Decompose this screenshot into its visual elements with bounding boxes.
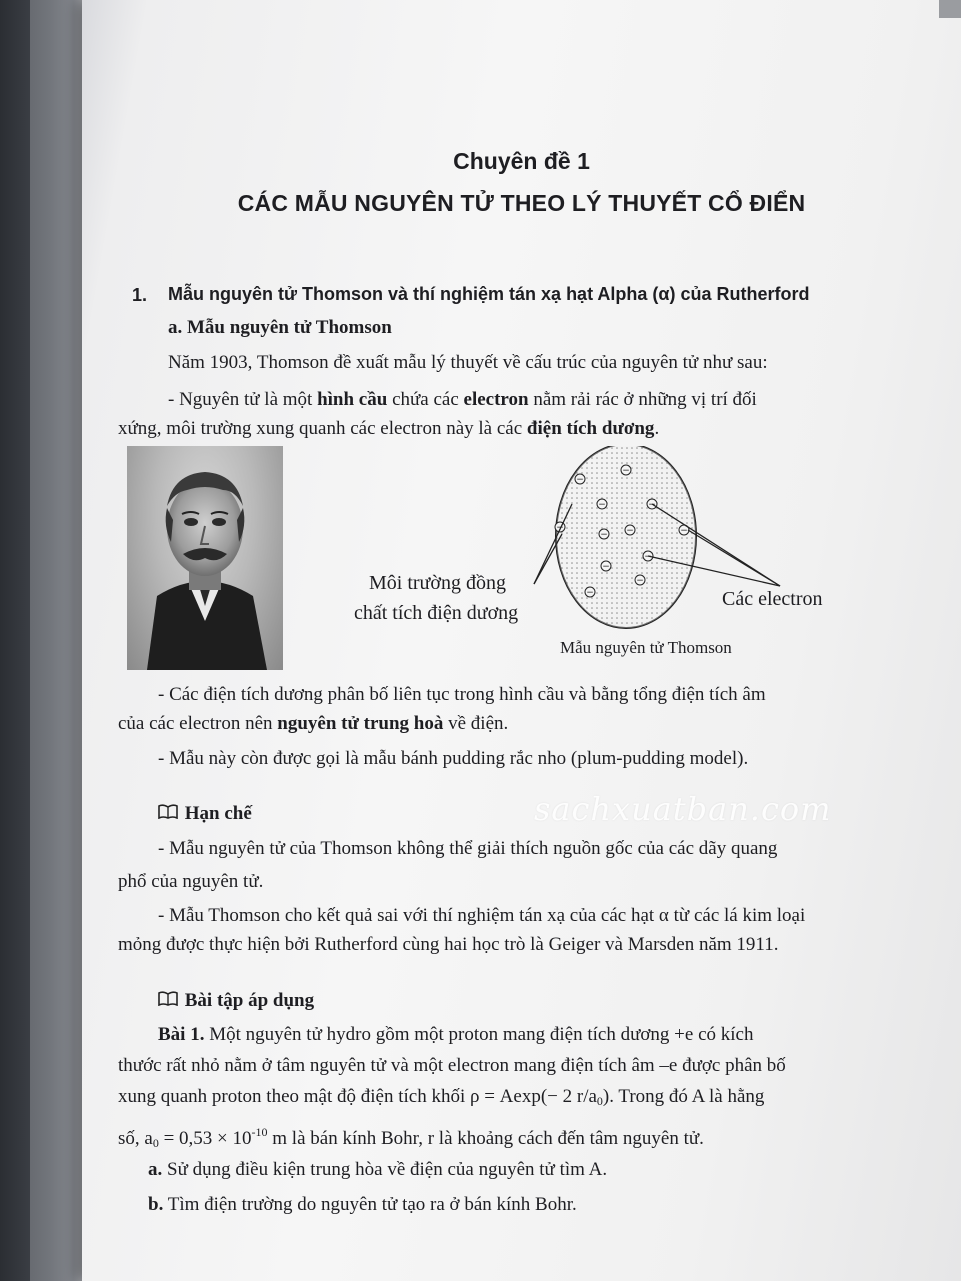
limitation-2-line-1: - Mẫu Thomson cho kết quả sai với thí nghiệm tán xạ của các hạt α từ các lá kim loại xyxy=(158,905,806,926)
open-book-icon xyxy=(158,985,180,1015)
section-number: 1. xyxy=(132,285,148,305)
text-run: xung quanh proton theo mật độ điện tích khối ρ = Aexp(− 2 r/a xyxy=(118,1086,597,1107)
bold-run: nguyên tử trung hoà xyxy=(277,713,444,734)
limitation-1-line-1: - Mẫu nguyên tử của Thomson không thể giải thích nguồn gốc của các dãy quang xyxy=(158,838,778,859)
svg-text:−: − xyxy=(648,500,656,510)
label-positive-medium-line-2: chất tích điện dương xyxy=(354,602,519,624)
label-electrons: Các electron xyxy=(722,588,823,610)
question-label: b. xyxy=(148,1194,164,1215)
bullet-1-line-1 xyxy=(168,385,878,415)
svg-text:−: − xyxy=(626,526,634,536)
electron-icon xyxy=(635,575,645,586)
superscript: -10 xyxy=(251,1125,268,1139)
electron-icon xyxy=(625,525,635,536)
text-run: của các electron nên xyxy=(118,713,278,734)
svg-text:−: − xyxy=(636,576,644,586)
watermark: sachxuatban.com xyxy=(534,790,832,828)
text-run: chứa các xyxy=(387,389,464,410)
exercise-1-line-1 xyxy=(158,1020,753,1050)
electron-icon xyxy=(597,499,607,510)
electron-icon xyxy=(575,474,585,485)
text-run: nằm rải rác ở những vị trí đối xyxy=(528,389,757,410)
label-positive-medium-line-1: Môi trường đồng xyxy=(369,572,506,594)
text-run: ). Trong đó A là hằng xyxy=(602,1086,765,1107)
text-run: Sử dụng điều kiện trung hòa về điện của nguyên tử tìm A. xyxy=(162,1159,608,1180)
exercise-1-line-2: thước rất nhỏ nằm ở tâm nguyên tử và một electron mang điện tích âm –e được phân bố xyxy=(118,1055,786,1076)
question-a xyxy=(148,1155,607,1185)
question-b xyxy=(148,1190,577,1220)
question-label: a. xyxy=(148,1159,163,1180)
svg-text:−: − xyxy=(600,530,608,540)
bullet-2-line-1: - Các điện tích dương phân bố liên tục trong hình cầu và bằng tổng điện tích âm xyxy=(158,684,766,705)
svg-text:−: − xyxy=(556,523,564,533)
exercise-label: Bài 1. xyxy=(158,1024,205,1045)
text-run: về điện. xyxy=(443,713,509,734)
svg-text:−: − xyxy=(622,466,630,476)
subscript: 0 xyxy=(152,1136,159,1150)
subsection-a-heading: a. Mẫu nguyên tử Thomson xyxy=(168,317,392,338)
svg-text:−: − xyxy=(598,500,606,510)
text-run: xứng, môi trường xung quanh các electron này là các xyxy=(118,418,527,439)
chapter-title: Chuyên đề 1 xyxy=(453,148,590,174)
heading-text: Bài tập áp dụng xyxy=(184,990,315,1011)
svg-text:−: − xyxy=(586,588,594,598)
open-book-icon xyxy=(158,798,180,828)
text-run: = 0,53 × 10 xyxy=(158,1128,252,1149)
text-run: Một nguyên tử hydro gồm một proton mang điện tích dương +e có kích xyxy=(204,1024,754,1045)
section-title: Mẫu nguyên tử Thomson và thí nghiệm tán xạ hạt Alpha (α) của Rutherford xyxy=(168,284,810,304)
figure-caption: Mẫu nguyên tử Thomson xyxy=(560,638,732,657)
electron-icon xyxy=(555,522,565,533)
electron-icon xyxy=(601,561,611,572)
book-page xyxy=(82,0,961,1281)
text-run: Tìm điện trường do nguyên tử tạo ra ở bán kính Bohr. xyxy=(163,1194,577,1215)
limitation-1-line-2: phổ của nguyên tử. xyxy=(118,871,264,892)
svg-text:−: − xyxy=(680,526,688,536)
exercises-heading xyxy=(158,985,314,1016)
text-run: m là bán kính Bohr, r là khoảng cách đến tâm nguyên tử. xyxy=(267,1128,704,1149)
chapter-subtitle: CÁC MẪU NGUYÊN TỬ THEO LÝ THUYẾT CỔ ĐIỂN xyxy=(237,190,806,216)
subscript: 0 xyxy=(596,1094,603,1108)
svg-text:−: − xyxy=(602,562,610,572)
electron-icon xyxy=(599,529,609,540)
page-corner-shadow xyxy=(939,0,961,18)
bullet-1-line-2 xyxy=(118,414,659,444)
bold-run: hình cầu xyxy=(317,389,388,410)
svg-text:−: − xyxy=(576,475,584,485)
exercise-1-line-3 xyxy=(118,1082,764,1116)
thomson-portrait xyxy=(127,446,283,670)
bullet-3: - Mẫu này còn được gọi là mẫu bánh pudding rắc nho (plum-pudding model). xyxy=(158,748,749,769)
exercise-1-line-4 xyxy=(118,1117,704,1158)
bold-run: electron xyxy=(463,389,529,410)
intro-paragraph: Năm 1903, Thomson đề xuất mẫu lý thuyết về cấu trúc của nguyên tử như sau: xyxy=(168,352,768,373)
electron-icon xyxy=(621,465,631,476)
limitation-2-line-2: mỏng được thực hiện bởi Rutherford cùng hai học trò là Geiger và Marsden năm 1911. xyxy=(118,934,779,955)
electron-icon xyxy=(585,587,595,598)
text-run: - Nguyên tử là một xyxy=(168,389,318,410)
limitations-heading xyxy=(158,798,252,829)
svg-text:−: − xyxy=(644,552,652,562)
text-run: . xyxy=(654,418,660,439)
text-run: số, a xyxy=(118,1128,153,1149)
bullet-2-line-2 xyxy=(118,709,508,739)
bold-run: điện tích dương xyxy=(526,418,655,439)
heading-text: Hạn chế xyxy=(184,803,252,824)
